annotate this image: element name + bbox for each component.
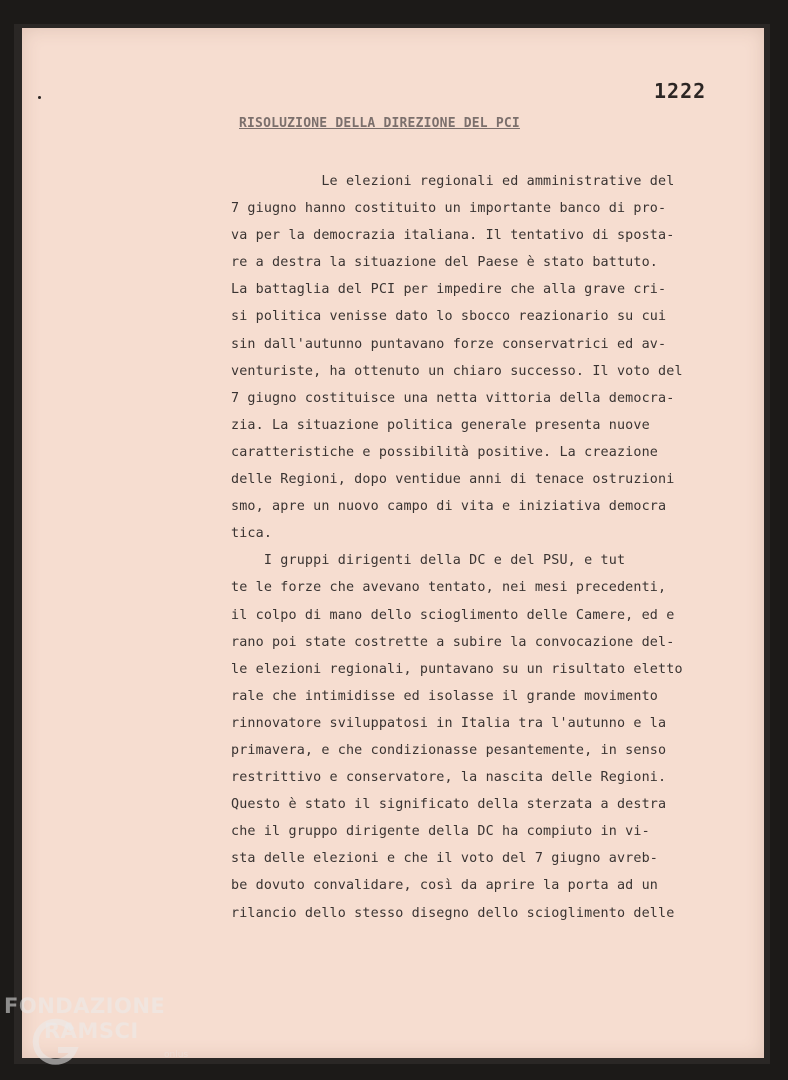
text-line: restrittivo e conservatore, la nascita delle Regioni.	[231, 770, 667, 786]
text-line: Le elezioni regionali ed amministrative del	[231, 174, 675, 189]
text-line: il colpo di mano dello scioglimento delle Camere, ed e	[231, 607, 675, 623]
text-line: rilancio dello stesso disegno dello scioglimento delle	[231, 905, 675, 921]
text-line: I gruppi dirigenti della DC e del PSU, e tut	[231, 553, 626, 569]
watermark-line2: RAMSCI	[44, 1019, 139, 1043]
text-line: zia. La situazione politica generale presenta nuove	[231, 417, 650, 433]
text-line: sin dall'autunno puntavano forze conservatrici ed av-	[231, 336, 667, 352]
text-line: tica.	[231, 526, 273, 542]
text-line: rano poi state costrette a subire la convocazione del-	[231, 634, 675, 650]
text-line: smo, apre un nuovo campo di vita e iniziativa democra	[231, 499, 667, 515]
text-line: va per la democrazia italiana. Il tentativo di sposta-	[231, 228, 675, 244]
text-line: 7 giugno costituisce una netta vittoria della democra-	[231, 390, 675, 406]
watermark-tag: onlus	[164, 1050, 189, 1060]
page-number: 1222	[654, 79, 707, 103]
text-line: si politica venisse dato lo sbocco reazionario su cui	[231, 309, 667, 325]
text-line: re a destra la situazione del Paese è stato battuto.	[231, 255, 659, 271]
document-title: RISOLUZIONE DELLA DIREZIONE DEL PCI	[239, 116, 520, 131]
text-line: caratteristiche e possibilità positive. La creazione	[231, 444, 659, 460]
text-line: sta delle elezioni e che il voto del 7 giugno avreb-	[231, 851, 659, 867]
document-page	[22, 28, 764, 1058]
body-text	[231, 168, 761, 927]
text-line: Questo è stato il significato della sterzata a destra	[231, 797, 667, 813]
text-line: rale che intimidisse ed isolasse il grande movimento	[231, 688, 659, 704]
text-line: che il gruppo dirigente della DC ha compiuto in vi-	[231, 824, 650, 840]
text-line: be dovuto convalidare, così da aprire la porta ad un	[231, 878, 659, 894]
text-line: primavera, e che condizionasse pesantemente, in senso	[231, 742, 667, 758]
text-line: rinnovatore sviluppatosi in Italia tra l'autunno e la	[231, 715, 667, 731]
text-line: delle Regioni, dopo ventidue anni di tenace ostruzioni	[231, 472, 675, 488]
text-line: te le forze che avevano tentato, nei mesi precedenti,	[231, 580, 667, 596]
watermark-line1: FONDAZIONE	[4, 994, 166, 1018]
fondazione-gramsci-watermark	[4, 994, 204, 1074]
text-line: venturiste, ha ottenuto un chiaro successo. Il voto del	[231, 363, 683, 379]
stray-ink-mark	[38, 96, 41, 99]
text-line: le elezioni regionali, puntavano su un risultato eletto	[231, 661, 683, 677]
text-line: La battaglia del PCI per impedire che alla grave cri-	[231, 282, 667, 298]
text-line: 7 giugno hanno costituito un importante banco di pro-	[231, 201, 667, 217]
